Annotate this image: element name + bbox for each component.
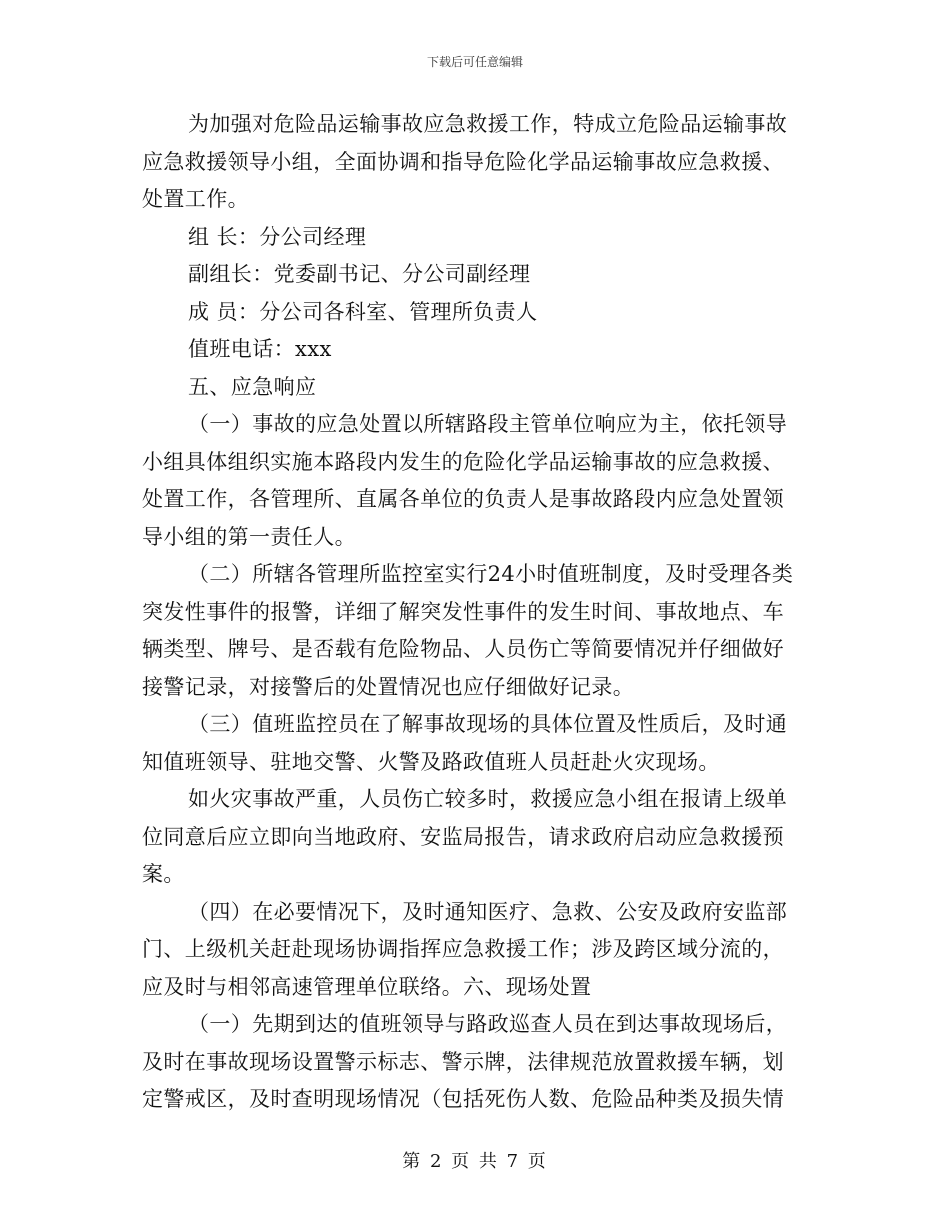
- text-line: 如火灾事故严重，人员伤亡较多时，救援应急小组在报请上级单: [188, 787, 788, 811]
- document-body: [142, 106, 808, 1119]
- text-line: 门、上级机关赶赴现场协调指挥应急救援工作；涉及跨区域分流的，: [142, 937, 784, 961]
- text-line: （三）值班监控员在了解事故现场的具体位置及性质后，及时通: [188, 712, 788, 736]
- text-line: （四）在必要情况下，及时通知医疗、急救、公安及政府安监部: [188, 899, 788, 924]
- text-line: 成 员：分公司各科室、管理所负责人: [188, 299, 538, 324]
- text-line: 知值班领导、驻地交警、火警及路政值班人员赶赴火灾现场。: [142, 749, 720, 774]
- text-line: 接警记录，对接警后的处置情况也应仔细做好记录。: [142, 674, 635, 699]
- text-line: 案。: [142, 862, 185, 886]
- text-line: 小组具体组织实施本路段内发生的危险化学品运输事故的应急救援、: [142, 449, 784, 474]
- text-line: （一）事故的应急处置以所辖路段主管单位响应为主，依托领导: [188, 412, 788, 436]
- text-line: 应急救援领导小组，全面协调和指导危险化学品运输事故应急救援、: [142, 149, 784, 174]
- text-line: 及时在事故现场设置警示标志、警示牌，法律规范放置救援车辆，划: [142, 1049, 784, 1074]
- text-line: （二）所辖各管理所监控室实行24小时值班制度，及时受理各类: [188, 562, 794, 586]
- text-line: 组 长：分公司经理: [188, 224, 367, 249]
- text-line: 辆类型、牌号、是否载有危险物品、人员伤亡等简要情况并仔细做好: [142, 637, 784, 661]
- text-line: 导小组的第一责任人。: [142, 524, 356, 549]
- text-line: 为加强对危险品运输事故应急救援工作，特成立危险品运输事故: [188, 112, 788, 136]
- page-number: 第 2 页 共 7 页: [402, 1151, 548, 1172]
- text-line: 处置工作。: [142, 187, 249, 211]
- text-line: 值班电话：xxx: [188, 337, 332, 361]
- text-line: 定警戒区，及时查明现场情况（包括死伤人数、危险品种类及损失情: [142, 1087, 784, 1111]
- text-line: 处置工作，各管理所、直属各单位的负责人是事故路段内应急处置领: [142, 487, 784, 511]
- text-line: 位同意后应立即向当地政府、安监局报告，请求政府启动应急救援预: [142, 824, 784, 849]
- text-line: 应及时与相邻高速管理单位联络。六、现场处置: [142, 974, 592, 999]
- text-line: 突发性事件的报警，详细了解突发性事件的发生时间、事故地点、车: [142, 599, 784, 624]
- page-header: 下载后可任意编辑: [426, 55, 523, 69]
- text-line: （一）先期到达的值班领导与路政巡查人员在到达事故现场后，: [188, 1012, 788, 1036]
- text-line: 副组长：党委副书记、分公司副经理: [188, 262, 531, 286]
- text-line: 五、应急响应: [188, 374, 317, 399]
